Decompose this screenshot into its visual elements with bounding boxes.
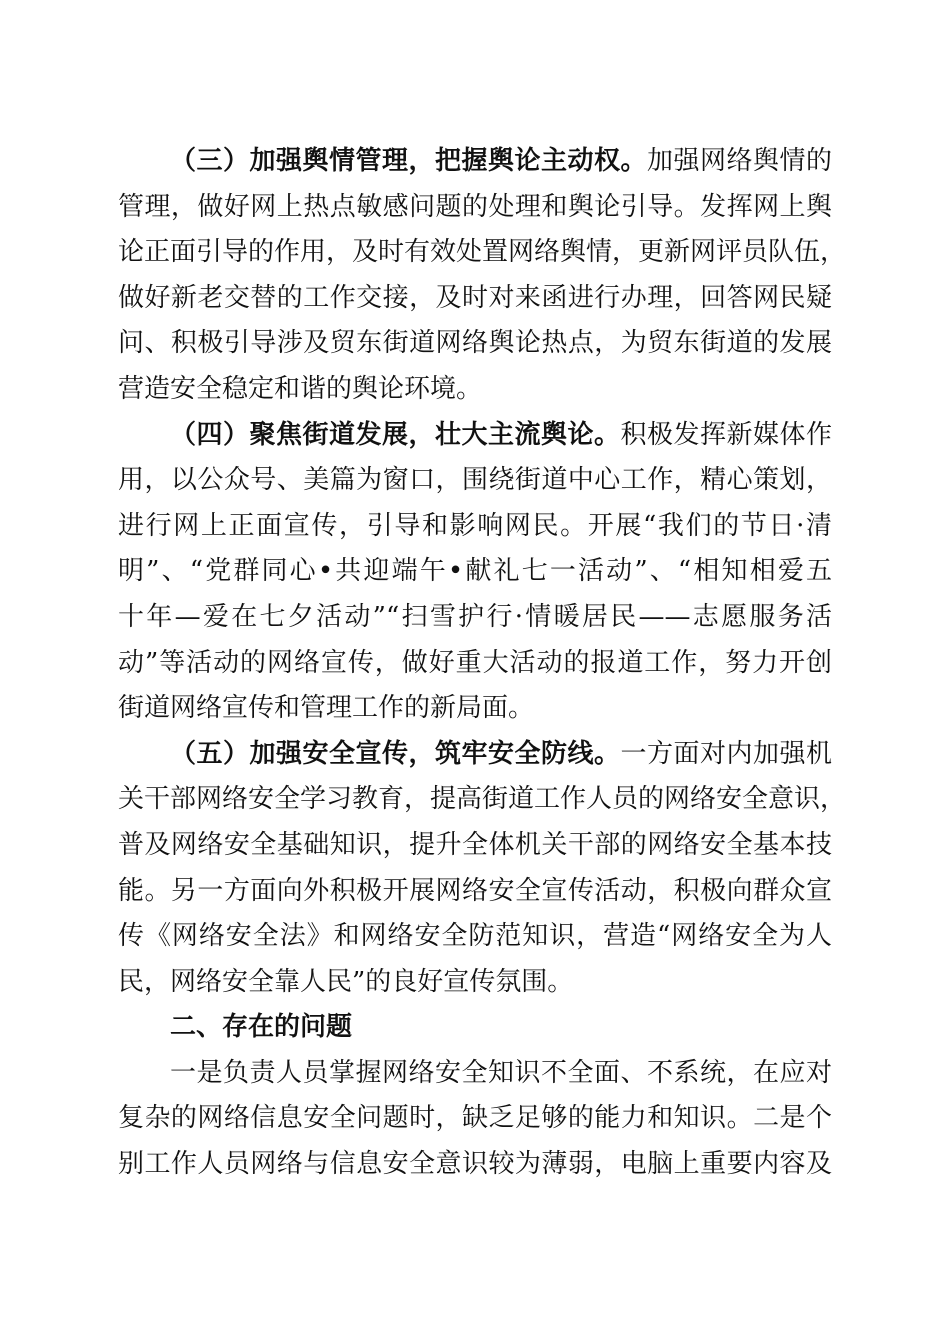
section-3-lead: （三）加强舆情管理，把握舆论主动权。 [170, 146, 647, 176]
paragraph-line: 问、积极引导涉及贸东街道网络舆论热点，为贸东街道的发展 [118, 328, 832, 359]
section-5-lead: （五）加强安全宣传，筑牢安全防线。 [170, 738, 621, 769]
paragraph-line: 民，网络安全靠人民”的良好宣传氛围。 [118, 966, 574, 997]
section-4-lead: （四）聚焦街道发展，壮大主流舆论。 [170, 419, 621, 450]
paragraph-line: 动”等活动的网络宣传，做好重大活动的报道工作，努力开创 [118, 647, 832, 678]
paragraph-line: 进行网上正面宣传，引导和影响网民。开展“我们的节日·清 [118, 510, 832, 541]
paragraph-line: 十年—爱在七夕活动”“扫雪护行·情暖居民——志愿服务活 [118, 601, 832, 632]
paragraph-line: 街道网络宣传和管理工作的新局面。 [118, 693, 535, 724]
paragraph-line: （四）聚焦街道发展，壮大主流舆论。积极发挥新媒体作 [170, 419, 832, 450]
paragraph-line: 普及网络安全基础知识，提升全体机关干部的网络安全基本技 [118, 829, 832, 860]
paragraph-line: 论正面引导的作用，及时有效处置网络舆情，更新网评员队伍， [118, 237, 847, 268]
paragraph-line: 做好新老交替的工作交接，及时对来函进行办理，回答网民疑 [118, 282, 832, 313]
section-heading-problems: 二、存在的问题 [170, 1012, 353, 1043]
paragraph-line: 营造安全稳定和谐的舆论环境。 [118, 373, 483, 404]
paragraph-problems [118, 1051, 832, 1188]
paragraph-line: 一是负责人员掌握网络安全知识不全面、不系统，在应对 [170, 1057, 832, 1088]
paragraph-line: （五）加强安全宣传，筑牢安全防线。一方面对内加强机 [170, 738, 832, 769]
paragraph-section-3 [118, 139, 847, 413]
paragraph-line: 能。另一方面向外积极开展网络安全宣传活动，积极向群众宣 [118, 875, 832, 906]
paragraph-line: 传《网络安全法》和网络安全防范知识，营造“网络安全为人 [118, 921, 832, 952]
paragraph-line: 关干部网络安全学习教育，提高街道工作人员的网络安全意识， [118, 784, 847, 815]
paragraph-section-5 [118, 732, 847, 1006]
paragraph-line: 用，以公众号、美篇为窗口，围绕街道中心工作，精心策划， [118, 465, 832, 496]
paragraph-line: 管理，做好网上热点敏感问题的处理和舆论引导。发挥网上舆 [118, 191, 832, 222]
paragraph-line: （三）加强舆情管理，把握舆论主动权。加强网络舆情的 [170, 146, 832, 176]
paragraph-line: 别工作人员网络与信息安全意识较为薄弱，电脑上重要内容及 [118, 1149, 832, 1180]
paragraph-line: 明”、“党群同心•共迎端午•献礼七一活动”、“相知相爱五 [118, 556, 832, 587]
paragraph-line: 复杂的网络信息安全问题时，缺乏足够的能力和知识。二是个 [118, 1103, 832, 1134]
paragraph-section-4 [118, 413, 832, 732]
document-body [118, 139, 847, 1188]
